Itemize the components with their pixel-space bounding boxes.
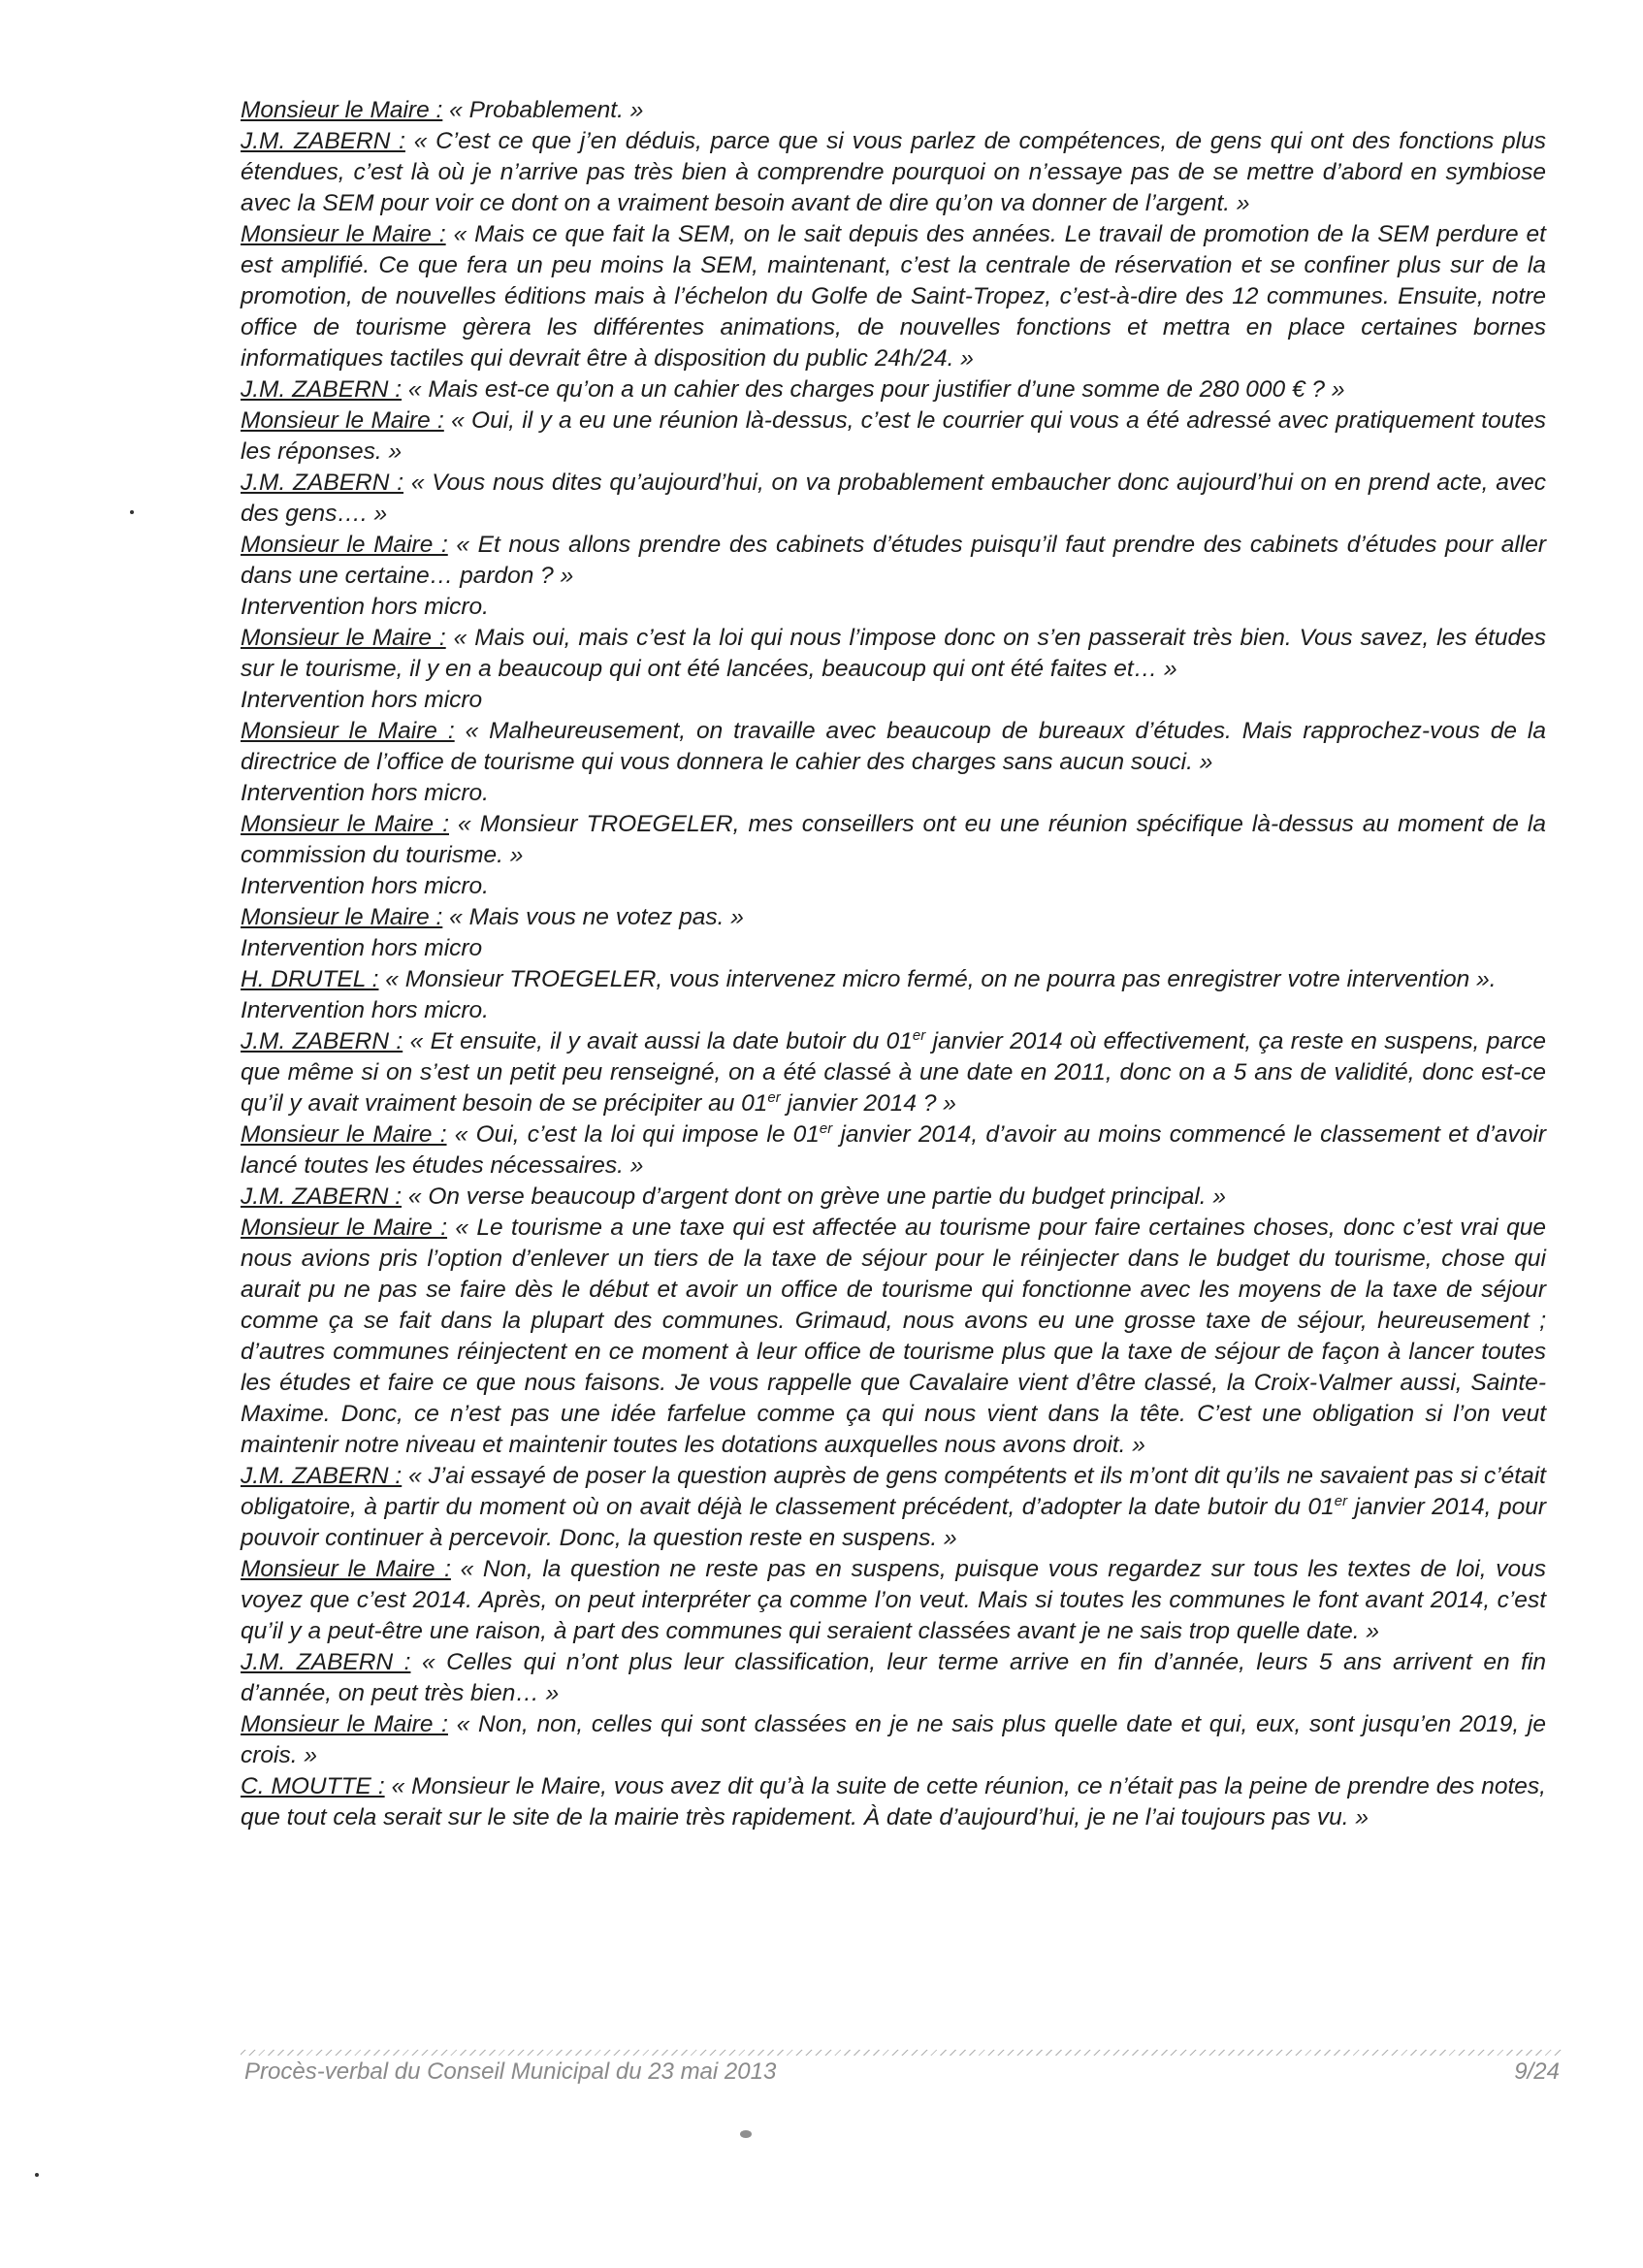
speaker-name: Monsieur le Maire : [241,407,444,434]
speech-text: « Non, non, celles qui sont classées en je ne sais plus quelle date et qui, eux, sont jusqu’en 2019, je crois. » [241,1711,1546,1768]
speech-text: « Mais vous ne votez pas. » [442,904,744,930]
speech-text: « Mais oui, mais c’est la loi qui nous l’impose donc on s’en passerait très bien. Vous savez, les études sur le tourisme, il y en a beaucoup qui ont été lancées, beaucoup qui ont été faites et… » [241,625,1547,682]
speech-text: « Oui, c’est la loi qui impose le 01er janvier 2014, d’avoir au moins commencé le classement et d’avoir lancé toutes les études nécessaires. » [241,1120,1547,1179]
scan-speck [35,2173,39,2177]
speech-text: Intervention hors micro. [241,997,489,1023]
transcript-paragraph [241,809,1546,871]
transcript-paragraph [241,902,1546,933]
speech-text: « Le tourisme a une taxe qui est affectée au tourisme pour faire certaines choses, donc c’est vrai que nous avions pris l’option d’enlever un tiers de la taxe de séjour pour le réinjecter dans le budget du tourisme, chose qui aurait pu ne pas se faire dès le début et avoir un office de tourisme qui fonctionne avec les moyens de la taxe de séjour comme ça se fait dans la plupart des communes. Grimaud, nous avons eu une grosse taxe de séjour, heureusement ; d’autres communes réinjectent en ce moment à leur office de tourisme plus que la taxe de séjour de façon à lancer toutes les études et faire ce que nous faisons. Je vous rappelle que Cavalaire vient d’être classé, la Croix-Valmer aussi, Sainte-Maxime. Donc, ce n’est pas une idée farfelue comme ça qui nous vient dans la tête. C’est une obligation si l’on veut maintenir notre niveau et maintenir toutes les dotations auxquelles nous avons droit. » [241,1215,1546,1458]
scan-speck [740,2130,752,2138]
transcript-paragraph [241,1182,1546,1213]
speech-text: « J’ai essayé de poser la question auprès de gens compétents et ils m’ont dit qu’ils ne savaient pas si c’était obligatoire, à partir du moment où on avait déjà le classement précédent, d’adopter la date butoir du 01er janvier 2014, pour pouvoir continuer à percevoir. Donc, la question reste en suspens. » [241,1463,1546,1551]
transcript-paragraph [241,219,1546,374]
speech-text: « C’est ce que j’en déduis, parce que si vous parlez de compétences, de gens qui ont des fonctions plus étendues, c’est là où je n’arrive pas très bien à comprendre pourquoi on n’essaye pas de se mettre d’abord en symbiose avec la SEM pour voir ce dont on a vraiment besoin avant de dire qu’on va donner de l’argent. » [241,128,1546,216]
speech-text: « Monsieur TROEGELER, mes conseillers ont eu une réunion spécifique là-dessus au moment de la commission du tourisme. » [241,811,1546,868]
transcript-paragraph [241,1709,1546,1771]
transcript-paragraph [241,995,1546,1026]
speaker-name: Monsieur le Maire : [241,1215,448,1241]
speech-text: « Et nous allons prendre des cabinets d’études puisqu’il faut prendre des cabinets d’études pour aller dans une certaine… pardon ? » [241,532,1546,589]
transcript-paragraph [241,592,1546,623]
speaker-name: Monsieur le Maire : [241,811,449,837]
speaker-name: J.M. ZABERN : [241,1463,403,1489]
speaker-name: J.M. ZABERN : [241,1649,411,1675]
transcript-paragraph [241,1647,1546,1709]
transcript-paragraph [241,1461,1546,1554]
transcript-paragraph [241,1771,1546,1833]
transcript-paragraph [241,95,1546,126]
page-footer [244,2058,1560,2086]
speech-text: « Oui, il y a eu une réunion là-dessus, c’est le courrier qui vous a été adressé avec pratiquement toutes les réponses. » [241,407,1546,465]
speech-text: « Non, la question ne reste pas en suspens, puisque vous regardez sur tous les textes de loi, vous voyez que c’est 2014. Après, on peut interpréter ça comme l’on veut. Mais si toutes les communes le font avant 2014, c’est qu’il y a peut-être une raison, à part des communes qui seraient classées avant je ne sais trop quelle date. » [241,1556,1546,1644]
speech-text: « Vous nous dites qu’aujourd’hui, on va probablement embaucher donc aujourd’hui on en prend acte, avec des gens…. » [241,470,1546,527]
transcript-paragraph [241,1554,1546,1647]
speech-text: « Monsieur TROEGELER, vous intervenez micro fermé, on ne pourra pas enregistrer votre intervention ». [378,966,1497,992]
transcript-paragraph [241,530,1546,592]
transcript-paragraph [241,685,1546,716]
speaker-name: Monsieur le Maire : [241,718,455,744]
speaker-name: J.M. ZABERN : [241,1183,403,1210]
speaker-name: Monsieur le Maire : [241,221,446,247]
speaker-name: Monsieur le Maire : [241,532,448,558]
transcript-paragraph [241,126,1546,219]
transcript-paragraph [241,933,1546,964]
page-number: 9/24 [1514,2058,1560,2085]
speech-text: « Mais ce que fait la SEM, on le sait depuis des années. Le travail de promotion de la SEM perdure et est amplifié. Ce que fera un peu moins la SEM, maintenant, c’est la centrale de réservation et se confiner plus sur de la promotion, de nouvelles éditions mais à l’échelon du Golfe de Saint-Tropez, c’est-à-dire des 12 communes. Ensuite, notre office de tourisme gèrera les différentes animations, de nouvelles fonctions et mettra en place certaines bornes informatiques tactiles qui devrait être à disposition du public 24h/24. » [241,221,1546,372]
speaker-name: J.M. ZABERN : [241,128,405,154]
speech-text: « Celles qui n’ont plus leur classification, leur terme arrive en fin d’année, leurs 5 ans arrivent en fin d’année, on peut très bien… » [241,1649,1546,1706]
speech-text: « Probablement. » [442,97,644,123]
speech-text: « Et ensuite, il y avait aussi la date butoir du 01er janvier 2014 où effectivement, ça reste en suspens, parce que même si on s’est un petit peu renseigné, on a été classé à une date en 2011, donc on a 5 ans de validité, donc est-ce qu’il y avait vraiment besoin de se précipiter au 01er janvier 2014 ? » [241,1027,1546,1117]
transcript-paragraph [241,1026,1546,1119]
speech-text: Intervention hors micro [241,935,483,961]
speech-text: Intervention hors micro. [241,780,489,806]
speech-text: Intervention hors micro. [241,873,489,899]
speech-text: « Monsieur le Maire, vous avez dit qu’à la suite de cette réunion, ce n’était pas la peine de prendre des notes, que tout cela serait sur le site de la mairie très rapidement. À date d’aujourd’hui, je ne l’ai toujours pas vu. » [241,1773,1546,1831]
speaker-name: J.M. ZABERN : [241,376,403,403]
speech-text: « On verse beaucoup d’argent dont on grève une partie du budget principal. » [402,1183,1227,1210]
speaker-name: Monsieur le Maire : [241,1121,447,1148]
speaker-name: Monsieur le Maire : [241,1711,448,1737]
transcript-paragraph [241,716,1546,778]
transcript-body [241,95,1546,1833]
speech-text: Intervention hors micro. [241,594,489,620]
transcript-paragraph [241,1213,1546,1461]
speaker-name: H. DRUTEL : [241,966,379,992]
speaker-name: Monsieur le Maire : [241,1556,451,1582]
speaker-name: C. MOUTTE : [241,1773,385,1799]
transcript-paragraph [241,405,1546,468]
transcript-paragraph [241,468,1546,530]
transcript-paragraph [241,623,1546,685]
speaker-name: Monsieur le Maire : [241,97,443,123]
speaker-name: J.M. ZABERN : [241,1028,403,1054]
speaker-name: Monsieur le Maire : [241,625,446,651]
transcript-paragraph [241,374,1546,405]
scan-speck [130,510,134,514]
speaker-name: J.M. ZABERN : [241,470,404,496]
speaker-name: Monsieur le Maire : [241,904,443,930]
transcript-paragraph [241,778,1546,809]
speech-text: Intervention hors micro [241,687,483,713]
footer-title: Procès-verbal du Conseil Municipal du 23 mai 2013 [244,2058,777,2085]
transcript-paragraph [241,871,1546,902]
speech-text: « Mais est-ce qu’on a un cahier des charges pour justifier d’une somme de 280 000 € ? » [402,376,1345,403]
speech-text: « Malheureusement, on travaille avec beaucoup de bureaux d’études. Mais rapprochez-vous de la directrice de l’office de tourisme qui vous donnera le cahier des charges sans aucun souci. » [241,718,1546,775]
transcript-paragraph [241,964,1546,995]
footer-divider [241,2050,1563,2056]
transcript-paragraph [241,1119,1546,1182]
